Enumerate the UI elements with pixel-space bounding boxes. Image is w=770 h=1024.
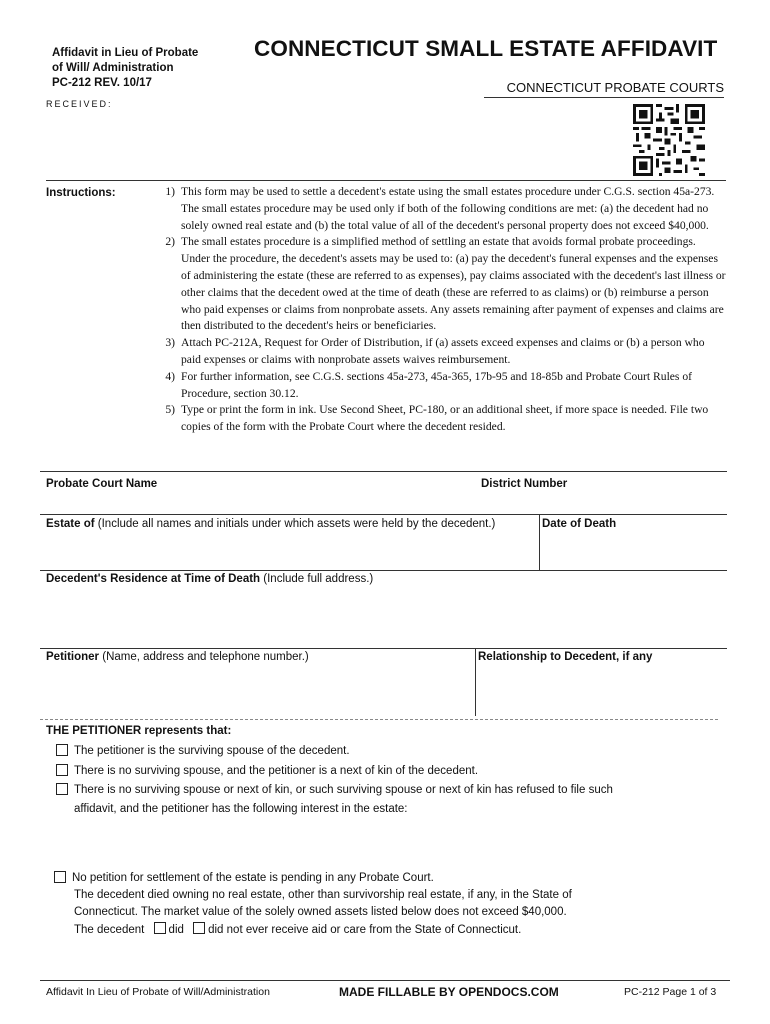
residence-top-border <box>40 570 727 571</box>
petitioner-represents-heading: THE PETITIONER represents that: <box>46 725 232 737</box>
page-title: CONNECTICUT SMALL ESTATE AFFIDAVIT <box>254 36 718 61</box>
petitioner-divider <box>475 648 476 716</box>
no-petition-checkbox[interactable] <box>54 871 66 883</box>
state-aid-line: The decedent did did not ever receive aid or care from the State of Connecticut. <box>74 924 522 936</box>
estate-divider <box>539 514 540 570</box>
real-estate-statement-line2: Connecticut. The market value of the solely owned assets listed below does not exceed $40,000. <box>74 906 567 918</box>
instruction-item: 3) Attach PC-212A, Request for Order of Distribution, if (a) assets exceed expenses and claims or (b) a person who paid expenses or claims with nonprobate assets waives reimbursement. <box>165 336 705 366</box>
option-no-petition[interactable]: No petition for settlement of the estate is pending in any Probate Court. <box>54 869 434 887</box>
other-interest-continuation: affidavit, and the petitioner has the following interest in the estate: <box>74 803 408 815</box>
section-divider <box>40 719 718 720</box>
next-of-kin-checkbox[interactable] <box>56 764 68 776</box>
residence-field[interactable]: Decedent's Residence at Time of Death (Include full address.) <box>46 573 374 585</box>
footer-form-name: Affidavit In Lieu of Probate of Will/Administration <box>46 986 270 998</box>
surviving-spouse-checkbox[interactable] <box>56 744 68 756</box>
footer-opendocs: MADE FILLABLE BY OPENDOCS.COM <box>339 985 559 999</box>
courts-underline <box>484 97 724 98</box>
header-divider <box>46 180 726 181</box>
option-other-interest[interactable]: There is no surviving spouse or next of kin, or such surviving spouse or next of kin has refused to file such <box>56 781 613 799</box>
instruction-item: 5) Type or print the form in ink. Use Second Sheet, PC-180, or an additional sheet, if more space is needed. File two copies of the form with the Probate Court where the decedent resided. <box>165 403 709 434</box>
real-estate-statement-line1: The decedent died owning no real estate, other than survivorship real estate, if any, in the State of <box>74 889 572 901</box>
form-identifier <box>52 46 198 91</box>
footer-rule <box>40 980 730 981</box>
instruction-item: 1) This form may be used to settle a decedent's estate using the small estates procedure under C.G.S. section 45a-273. The small estates procedure may be used only if both of the following conditions are met: (a) the decedent had no solely owned real estate and (b) the total value of all of the decedent's personal property does not exceed $40,000. <box>165 185 715 232</box>
date-of-death-field[interactable]: Date of Death <box>542 518 617 530</box>
estate-top-border <box>40 514 727 515</box>
form-title-line1: Affidavit in Lieu of Probate <box>52 47 199 59</box>
district-number-field[interactable]: District Number <box>481 478 568 490</box>
form-title-line2: of Will/ Administration <box>52 62 174 74</box>
other-interest-checkbox[interactable] <box>56 783 68 795</box>
fields-top-border <box>40 471 727 472</box>
instruction-item: 4) For further information, see C.G.S. sections 45a-273, 45a-365, 17b-95 and 18-85b and Probate Court Rules of Procedure, section 30.12. <box>165 369 693 400</box>
form-number: PC-212 REV. 10/17 <box>52 77 152 89</box>
option-surviving-spouse[interactable]: The petitioner is the surviving spouse of the decedent. <box>56 742 350 760</box>
received-label: RECEIVED: <box>46 99 113 109</box>
estate-of-field[interactable]: Estate of (Include all names and initials under which assets were held by the decedent.) <box>46 518 496 530</box>
did-not-checkbox[interactable] <box>193 922 205 934</box>
courts-subtitle: CONNECTICUT PROBATE COURTS <box>506 80 724 95</box>
petitioner-field[interactable]: Petitioner (Name, address and telephone number.) <box>46 651 309 663</box>
option-next-of-kin[interactable]: There is no surviving spouse, and the petitioner is a next of kin of the decedent. <box>56 762 478 780</box>
petitioner-top-border <box>40 648 727 649</box>
probate-court-name-field[interactable]: Probate Court Name <box>46 478 158 490</box>
relationship-field[interactable]: Relationship to Decedent, if any <box>478 651 653 663</box>
footer-page-number: PC-212 Page 1 of 3 <box>624 986 717 998</box>
instruction-item: 2) The small estates procedure is a simplified method of settling an estate that avoids formal probate proceedings. Under the procedure, the decedent's assets may be used to: (a) pay the decedent's funeral expenses and the expenses of administering the estate (these are referred to as expenses), pay claims associated with the decedent's last illness or other claims that the decedent owed at the time of death (these are referred to as claims) or (b) reimburse a person who paid expenses or claims from nonprobate assets. Any assets remaining after payment of expenses and claims are then distributed to the decedent's heirs or beneficiaries. <box>165 235 726 333</box>
instructions-label: Instructions: <box>46 187 116 199</box>
did-checkbox[interactable] <box>154 922 166 934</box>
instructions-list <box>144 184 726 436</box>
qr-code-icon <box>633 104 705 176</box>
